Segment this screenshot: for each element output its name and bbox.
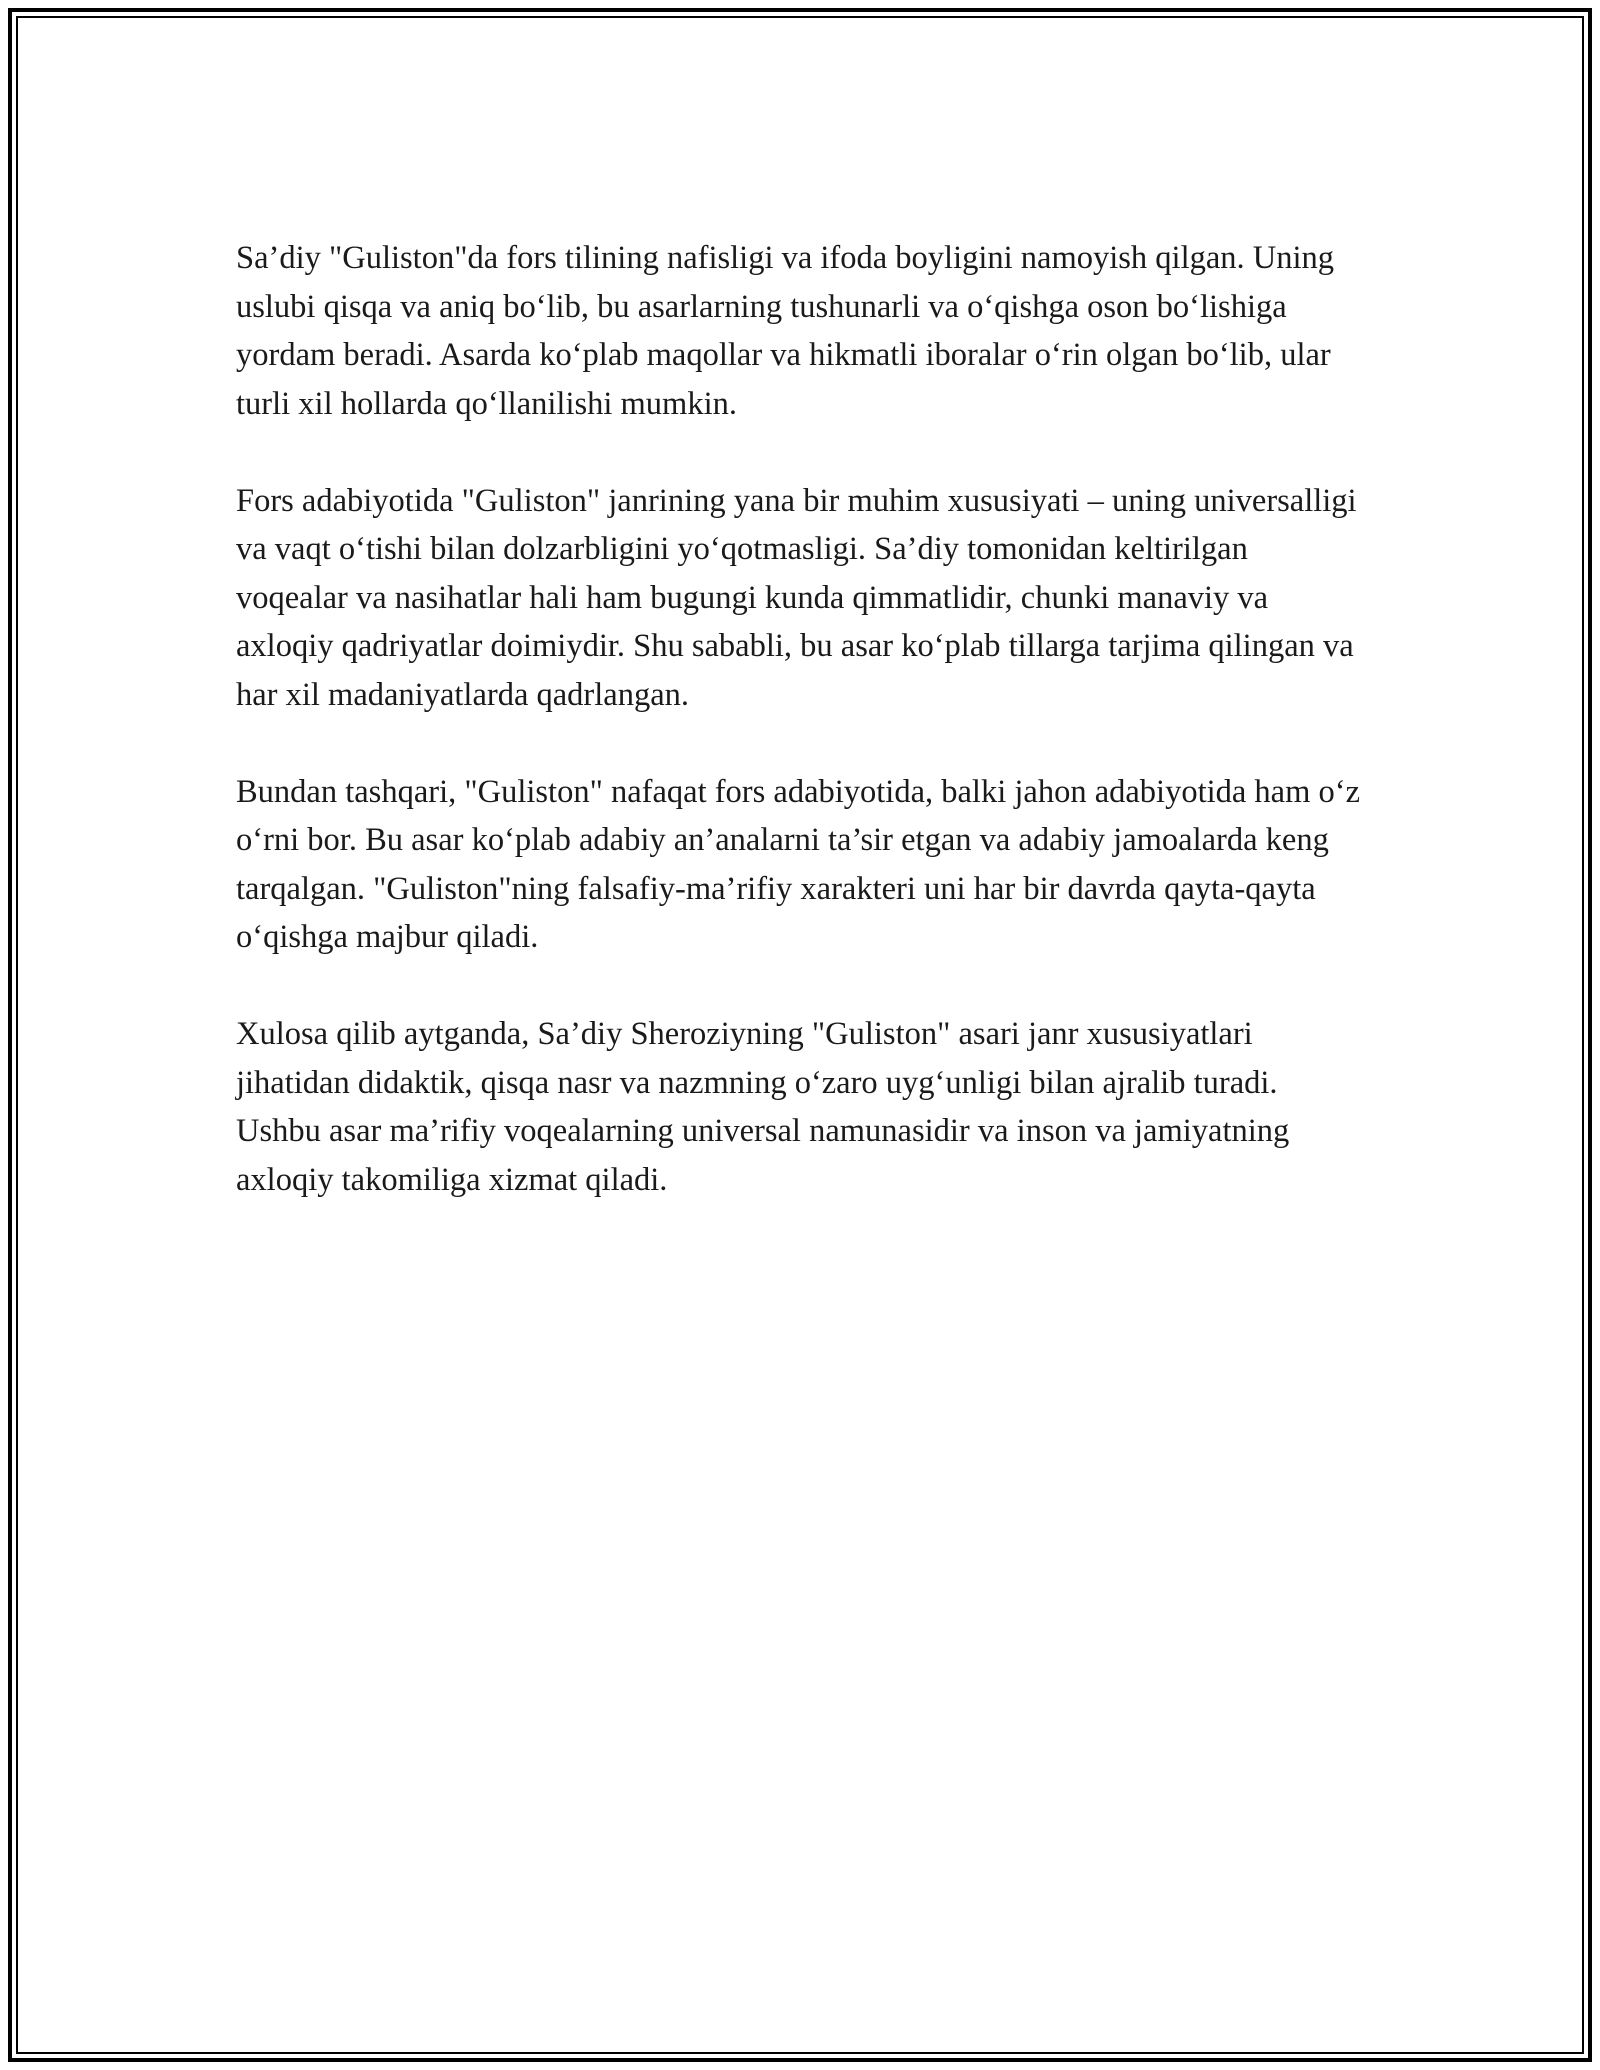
paragraph-2: Fors adabiyotida "Guliston" janrining yana bir muhim xususiyati – uning universalligi va vaqt o‘tishi bilan dolzarbligini yo‘qotmasligi. Sa’diy tomonidan keltirilgan voqealar va nasihatlar hali ham bugungi kunda qimmatlidir, chunki manaviy va axloqiy qadriyatlar doimiydir. Shu sababli, bu asar ko‘plab tillarga tarjima qilingan va har xil madaniyatlarda qadrlangan.: [236, 482, 1357, 713]
paragraph-3: Bundan tashqari, "Guliston" nafaqat fors adabiyotida, balki jahon adabiyotida ham o‘z o‘rni bor. Bu asar ko‘plab adabiy an’analarni ta’sir etgan va adabiy jamoalarda keng tarqalgan. "Guliston"ning falsafiy-ma’rifiy xarakteri uni har bir davrda qayta-qayta o‘qishga majbur qiladi.: [236, 773, 1361, 955]
paragraph-1: Sa’diy "Guliston"da fors tilining nafisligi va ifoda boyligini namoyish qilgan. Uning uslubi qisqa va aniq bo‘lib, bu asarlarning tushunarli va o‘qishga oson bo‘lishiga yordam beradi. Asarda ko‘plab maqollar va hikmatli iboralar o‘rin olgan bo‘lib, ular turli xil hollarda qo‘llanilishi mumkin.: [236, 240, 1335, 422]
paragraph-4: Xulosa qilib aytganda, Sa’diy Sheroziyning "Guliston" asari janr xususiyatlari jihatidan didaktik, qisqa nasr va nazmning o‘zaro uyg‘unligi bilan ajralib turadi. Ushbu asar ma’rifiy voqealarning universal namunasidir va inson va jamiyatning axloqiy takomiliga xizmat qiladi.: [236, 1016, 1290, 1198]
document-body: [236, 234, 1366, 1253]
